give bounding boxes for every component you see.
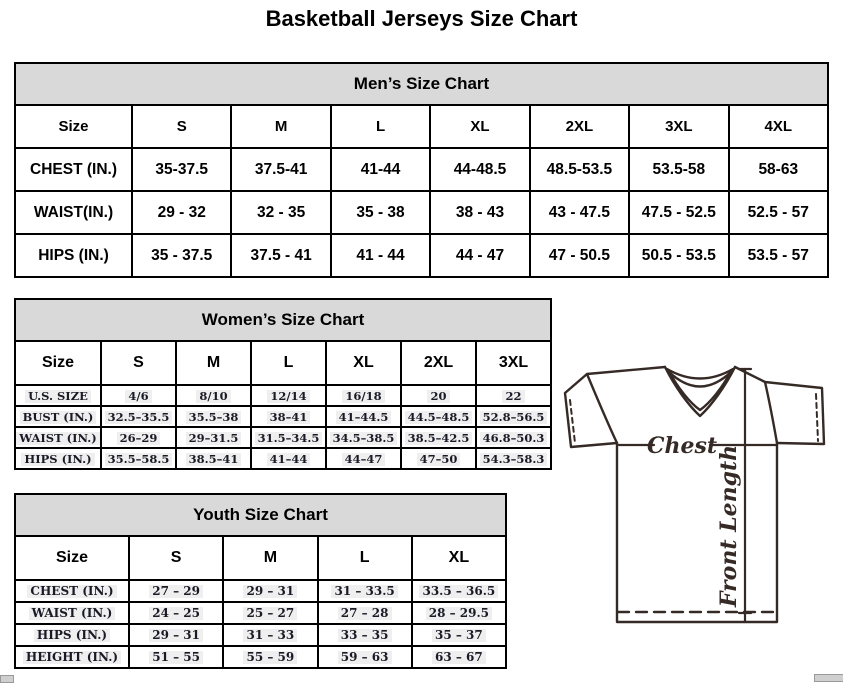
table-cell <box>223 646 317 668</box>
table-cell <box>331 234 430 277</box>
youth-size-table <box>14 493 507 669</box>
cell-value: 41–44 <box>267 453 311 466</box>
row-label-text: HIPS (IN.) <box>38 246 109 264</box>
cell-value: 51 – 55 <box>149 651 203 664</box>
table-cell <box>729 148 828 191</box>
table-cell <box>401 406 476 427</box>
cell-value: 55 – 59 <box>243 651 297 664</box>
table-cell <box>629 191 728 234</box>
womens-table-row <box>15 427 551 448</box>
table-cell <box>129 580 223 602</box>
youth-table <box>14 493 507 669</box>
mens-table <box>14 62 829 278</box>
cell-value: 44.5–48.5 <box>405 411 473 424</box>
jersey-outline-svg <box>558 356 840 632</box>
cell-value: 34.5–38.5 <box>330 432 398 445</box>
womens-column-header-m: M <box>176 341 251 385</box>
cell-value: 59 – 63 <box>338 651 392 664</box>
table-cell <box>430 148 529 191</box>
womens-column-header-3xl: 3XL <box>476 341 551 385</box>
cell-value: 33.5 – 36.5 <box>419 585 498 598</box>
table-cell <box>101 427 176 448</box>
cell-value: 22 <box>502 390 524 403</box>
table-cell <box>331 148 430 191</box>
row-label-text: WAIST (IN.) <box>16 432 99 445</box>
cell-value: 47–50 <box>417 453 461 466</box>
table-cell <box>530 191 629 234</box>
table-cell <box>412 624 506 646</box>
cell-value: 35 – 37 <box>432 629 486 642</box>
row-label <box>15 602 129 624</box>
jersey-left-seam <box>587 374 617 443</box>
cell-value: 33 – 35 <box>338 629 392 642</box>
mens-table-row <box>15 234 828 277</box>
cell-value: 41 - 44 <box>356 246 405 264</box>
cell-value: 46.8–50.3 <box>480 432 548 445</box>
row-label <box>15 448 101 469</box>
row-label <box>15 427 101 448</box>
womens-column-header-2xl: 2XL <box>401 341 476 385</box>
table-cell <box>251 406 326 427</box>
table-cell <box>331 191 430 234</box>
table-cell <box>318 624 412 646</box>
cell-value: 31 – 33 <box>243 629 297 642</box>
mens-title-row <box>15 63 828 105</box>
table-cell <box>401 448 476 469</box>
table-cell <box>231 148 330 191</box>
youth-header-row <box>15 536 506 580</box>
row-label-text: HEIGHT (IN.) <box>23 651 121 664</box>
table-cell <box>326 385 401 406</box>
womens-column-header-l: L <box>251 341 326 385</box>
row-label <box>15 191 132 234</box>
womens-table-row <box>15 385 551 406</box>
table-cell <box>326 448 401 469</box>
cell-value: 47 - 50.5 <box>548 246 610 264</box>
table-cell <box>629 148 728 191</box>
table-cell <box>476 385 551 406</box>
row-label <box>15 234 132 277</box>
table-cell <box>476 406 551 427</box>
table-cell <box>231 191 330 234</box>
table-cell <box>326 427 401 448</box>
table-cell <box>412 602 506 624</box>
table-cell <box>132 234 231 277</box>
cell-value: 37.5-41 <box>254 160 308 178</box>
youth-column-header-l: L <box>318 536 412 580</box>
womens-corner-label: Size <box>15 341 101 385</box>
cell-value: 26–29 <box>117 432 161 445</box>
jersey-right-sleeve <box>735 367 824 444</box>
table-cell <box>318 602 412 624</box>
cell-value: 12/14 <box>267 390 309 403</box>
table-cell <box>251 385 326 406</box>
cell-value: 27 – 28 <box>338 607 392 620</box>
cell-value: 53.5 - 57 <box>747 246 809 264</box>
youth-title-row <box>15 494 506 536</box>
youth-table-row <box>15 602 506 624</box>
cell-value: 35-37.5 <box>155 160 208 178</box>
youth-column-header-xl: XL <box>412 536 506 580</box>
cell-value: 38 - 43 <box>455 203 505 221</box>
table-cell <box>476 448 551 469</box>
table-cell <box>729 191 828 234</box>
cell-value: 8/10 <box>196 390 230 403</box>
table-cell <box>318 580 412 602</box>
mens-column-header-l: L <box>331 105 430 148</box>
row-label-text: HIPS (IN.) <box>21 453 94 466</box>
table-cell <box>129 602 223 624</box>
table-cell <box>412 646 506 668</box>
row-label-text: CHEST (IN.) <box>30 160 117 178</box>
table-cell <box>176 385 251 406</box>
cell-value: 20 <box>427 390 449 403</box>
row-label <box>15 624 129 646</box>
womens-header-row <box>15 341 551 385</box>
jersey-right-seam <box>765 382 777 443</box>
row-label-text: U.S. SIZE <box>25 390 91 403</box>
cell-value: 44-48.5 <box>453 160 507 178</box>
womens-title-row <box>15 299 551 341</box>
youth-table-row <box>15 624 506 646</box>
row-label <box>15 580 129 602</box>
table-cell <box>430 234 529 277</box>
cell-value: 25 – 27 <box>243 607 297 620</box>
page-title: Basketball Jerseys Size Chart <box>265 6 578 31</box>
mens-table-row <box>15 191 828 234</box>
table-cell <box>251 427 326 448</box>
cell-value: 29 – 31 <box>243 585 297 598</box>
mens-column-header-s: S <box>132 105 231 148</box>
table-cell <box>176 448 251 469</box>
table-cell <box>401 427 476 448</box>
table-cell <box>129 624 223 646</box>
mens-column-header-xl: XL <box>430 105 529 148</box>
cell-value: 4/6 <box>125 390 151 403</box>
youth-table-row <box>15 580 506 602</box>
womens-column-header-xl: XL <box>326 341 401 385</box>
row-label <box>15 646 129 668</box>
row-label <box>15 406 101 427</box>
table-cell <box>176 427 251 448</box>
cell-value: 44–47 <box>342 453 386 466</box>
cutoff-ui-fragment-right <box>814 674 843 682</box>
cell-value: 35.5–38 <box>186 411 242 424</box>
cell-value: 31 – 33.5 <box>331 585 397 598</box>
cell-value: 43 - 47.5 <box>548 203 610 221</box>
womens-column-header-s: S <box>101 341 176 385</box>
table-cell <box>430 191 529 234</box>
mens-column-header-m: M <box>231 105 330 148</box>
row-label-text: WAIST(IN.) <box>33 203 114 221</box>
table-cell <box>318 646 412 668</box>
row-label-text: HIPS (IN.) <box>34 629 110 642</box>
cell-value: 27 – 29 <box>149 585 203 598</box>
table-cell <box>101 385 176 406</box>
cell-value: 52.5 - 57 <box>747 203 809 221</box>
cell-value: 28 – 29.5 <box>426 607 492 620</box>
mens-table-row <box>15 148 828 191</box>
table-cell <box>129 646 223 668</box>
row-label-text: WAIST (IN.) <box>29 607 116 620</box>
cell-value: 47.5 - 52.5 <box>641 203 716 221</box>
table-cell <box>176 406 251 427</box>
table-cell <box>101 448 176 469</box>
cell-value: 32.5–35.5 <box>105 411 173 424</box>
table-cell <box>223 580 317 602</box>
mens-column-header-3xl: 3XL <box>629 105 728 148</box>
jersey-body <box>617 443 777 622</box>
cell-value: 38–41 <box>267 411 311 424</box>
cell-value: 29 - 32 <box>157 203 206 221</box>
chest-label: Chest <box>646 433 718 459</box>
mens-table-title: Men’s Size Chart <box>15 63 828 105</box>
youth-table-title: Youth Size Chart <box>15 494 506 536</box>
mens-size-table <box>14 62 829 278</box>
table-cell <box>629 234 728 277</box>
cell-value: 53.5-58 <box>652 160 706 178</box>
cell-value: 35 - 37.5 <box>151 246 213 264</box>
cell-value: 29–31.5 <box>186 432 242 445</box>
womens-table-row <box>15 406 551 427</box>
cell-value: 52.8–56.5 <box>480 411 548 424</box>
youth-column-header-s: S <box>129 536 223 580</box>
cell-value: 50.5 - 53.5 <box>641 246 716 264</box>
cell-value: 58-63 <box>758 160 799 178</box>
mens-header-row <box>15 105 828 148</box>
table-cell <box>223 602 317 624</box>
womens-table-title: Women’s Size Chart <box>15 299 551 341</box>
table-cell <box>231 234 330 277</box>
cell-value: 32 - 35 <box>257 203 306 221</box>
cell-value: 44 - 47 <box>455 246 505 264</box>
cell-value: 37.5 - 41 <box>250 246 312 264</box>
womens-size-table <box>14 298 552 470</box>
cell-value: 35.5–58.5 <box>105 453 173 466</box>
table-cell <box>530 148 629 191</box>
table-cell <box>101 406 176 427</box>
row-label-text: CHEST (IN.) <box>27 585 116 598</box>
womens-table <box>14 298 552 470</box>
table-cell <box>476 427 551 448</box>
table-cell <box>251 448 326 469</box>
cell-value: 48.5-53.5 <box>546 160 613 178</box>
cutoff-ui-fragment-left <box>0 675 14 683</box>
row-label-text: BUST (IN.) <box>20 411 97 424</box>
front-length-label: Front Length <box>716 444 742 608</box>
cell-value: 54.3–58.3 <box>480 453 548 466</box>
mens-column-header-2xl: 2XL <box>530 105 629 148</box>
youth-table-row <box>15 646 506 668</box>
mens-corner-label: Size <box>15 105 132 148</box>
womens-table-row <box>15 448 551 469</box>
table-cell <box>401 385 476 406</box>
cell-value: 16/18 <box>342 390 384 403</box>
youth-column-header-m: M <box>223 536 317 580</box>
table-cell <box>132 148 231 191</box>
table-cell <box>132 191 231 234</box>
cell-value: 24 – 25 <box>149 607 203 620</box>
table-cell <box>223 624 317 646</box>
cell-value: 31.5–34.5 <box>255 432 323 445</box>
mens-column-header-4xl: 4XL <box>729 105 828 148</box>
cell-value: 63 – 67 <box>432 651 486 664</box>
row-label <box>15 148 132 191</box>
table-cell <box>412 580 506 602</box>
table-cell <box>326 406 401 427</box>
row-label <box>15 385 101 406</box>
table-cell <box>729 234 828 277</box>
table-cell <box>530 234 629 277</box>
cell-value: 38.5–42.5 <box>405 432 473 445</box>
cell-value: 41–44.5 <box>336 411 392 424</box>
youth-corner-label: Size <box>15 536 129 580</box>
cell-value: 29 – 31 <box>149 629 203 642</box>
jersey-right-cuff-dashes <box>816 394 818 441</box>
jersey-diagram <box>558 356 840 632</box>
cell-value: 38.5–41 <box>186 453 242 466</box>
cell-value: 41-44 <box>360 160 401 178</box>
cell-value: 35 - 38 <box>356 203 405 221</box>
